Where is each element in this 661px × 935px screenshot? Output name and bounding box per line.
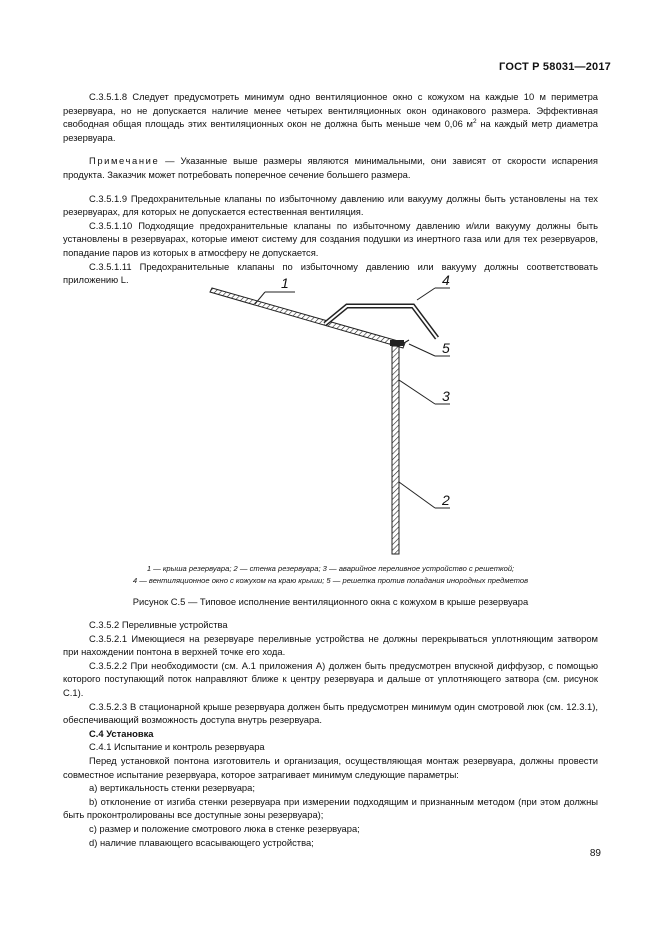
callout-1: 1 [281,275,289,291]
paragraph-block3: С.4 Установка [89,727,154,739]
roof-plate [210,288,405,348]
paragraph-block3: С.3.5.2.1 Имеющиеся на резервуаре переливные устройства не должны перекрываться уплотняющим затвором при нахождении понтона в верхней точке его хода. [63,632,598,658]
paragraph-text: С.3.5.1.8 Следует предусмотреть минимум одно вентиляционное окно с кожухом на каждые 10 м периметра резервуара, но не допускается наличие менее четырех вентиляционных окон одинакового размера. Эффективная свободная общая площадь этих вентиляционных окон не должна быть меньше чем 0,06 м [63,91,598,130]
paragraph-block3: С.3.5.2.3 В стационарной крыше резервуара должен быть предусмотрен минимум один смотровой люк (см. 12.3.1), обеспечивающий возможность доступа внутрь резервуара. [63,700,598,726]
paragraph-c-3-5-1-9: С.3.5.1.9 Предохранительные клапаны по избыточному давлению или вакууму должны быть установлены на тех резервуарах, для которых не допускается естественная вентиляция. [63,192,598,218]
document-id-header: ГОСТ Р 58031—2017 [499,61,611,73]
paragraph-block3: С.4.1 Испытание и контроль резервуара [89,741,265,753]
callout-2: 2 [442,492,450,508]
legend-line-2: 4 — вентиляционное окно с кожухом на краю крыши; 5 — решетка против попадания инородных предметов [132,576,529,585]
note-dash: — [159,155,181,167]
paragraph-block3: С.3.5.2 Переливные устройства [89,619,228,630]
legend-line-1: 1 — крыша резервуара; 2 — стенка резервуара; 3 — аварийное переливное устройство с решеткой; [146,564,515,573]
paragraph-c-3-5-1-8 [63,90,598,144]
figure-vent-window-drawing [195,272,465,562]
callout-5: 5 [442,340,450,356]
note-label: Примечание [89,155,160,167]
callout-3: 3 [442,388,450,404]
paragraph-block3: а) вертикальность стенки резервуара; [89,782,255,794]
paragraph-block3: b) отклонение от изгиба стенки резервуара при измерении подходящим и признанным методом (при этом должны быть проконтролированы все доступные зоны резервуара); [63,795,598,821]
callout-4: 4 [442,272,450,288]
paragraph-block3: С.3.5.2.2 При необходимости (см. А.1 приложения А) должен быть предусмотрен впускной диффузор, с помощью которого поступающий поток направляют ближе к центру резервуара и дальше от уплотняющего затвора (см. рисунок С.1). [63,659,598,698]
paragraph-block3: d) наличие плавающего всасывающего устройства; [89,836,314,848]
page-number: 89 [589,848,601,859]
note-paragraph [63,154,598,181]
text-block-1 [63,90,598,287]
shell-wall [392,346,399,554]
paragraph-block3: Перед установкой понтона изготовитель и организация, осуществляющая монтаж резервуара, должны провести совместное испытание резервуара, которое затрагивает минимум следующие параметры: [63,754,598,780]
note-text: Указанные выше размеры являются минимальными, они зависят от скорости испарения продукта. Заказчик может потребовать поперечное сечение большего размера. [63,155,599,180]
figure-legend [63,563,598,587]
figure-caption: Рисунок С.5 — Типовое исполнение вентиляционного окна с кожухом в крыше резервуара [132,596,529,607]
paragraph-c-3-5-1-10: С.3.5.1.10 Подходящие предохранительные клапаны по избыточному давлению и/или вакууму должны быть установлены в резервуарах, которые имеют систему для создания подушки из инертного газа или для тех резервуаров, попадание паров из которых в атмосферу не допускается. [63,219,598,258]
paragraph-tail: на каждый метр диаметра резервуара. [63,118,598,143]
superscript: 2 [473,118,477,126]
paragraph-block3: c) размер и положение смотрового люка в стенке резервуара; [89,822,360,834]
text-block-3 [63,618,598,849]
paragraph-c-3-5-1-11: С.3.5.1.11 Предохранительные клапаны по избыточному давлению или вакууму должны соответствовать приложению L. [63,260,598,286]
